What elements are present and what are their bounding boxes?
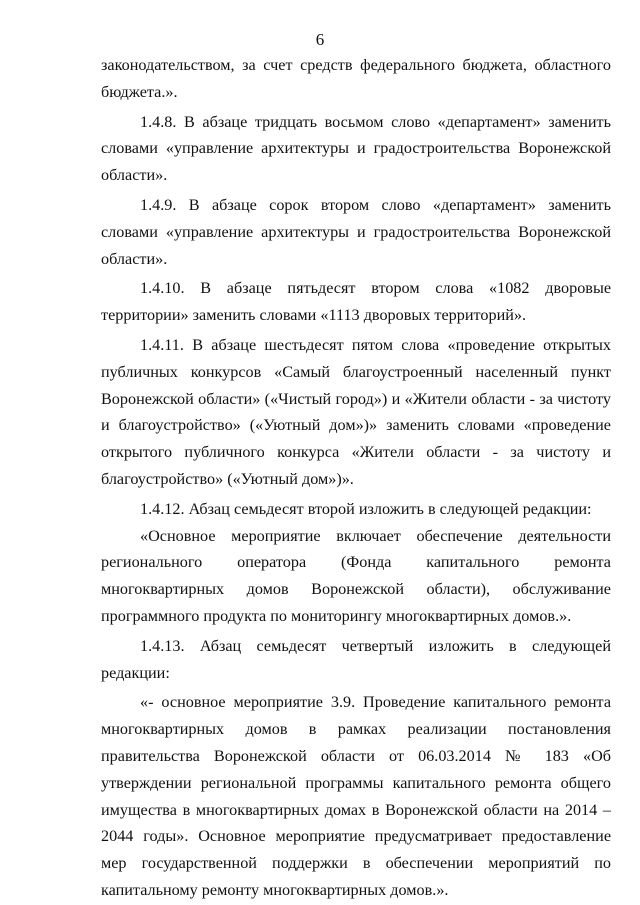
paragraph-continuation: законодательством, за счет средств федерального бюджета, областного бюджета.». <box>101 56 611 101</box>
paragraph-1-4-10: 1.4.10. В абзаце пятьдесят втором слова «1082 дворовые территории» заменить словами «1113 дворовых территорий». <box>101 279 611 325</box>
paragraph-quoted-74: «- основное мероприятие 3.9. Проведение капитального ремонта многоквартирных домов в рамках реализации постановления правительства Воронежской области от 06.03.2014 № 183 «Об утверждении региональной программы капитального ремонта общего имущества в многоквартирных домах в Воронежской области на 2014 – 2044 годы». Основное мероприятие предусматривает предоставление мер государственной поддержки в обеспечении мероприятий по капитальному ремонту многоквартирных домов.». <box>101 693 611 899</box>
paragraph-1-4-11: 1.4.11. В абзаце шестьдесят пятом слова «проведение открытых публичных конкурсов «Самый благоустроенный населенный пункт Воронежской области» («Чистый город») и «Жители области - за чистоту и благоустройство» («Уютный дом»)» заменить словами «проведение открытого публичного конкурса «Жители области - за чистоту и благоустройство» («Уютный дом»)». <box>101 335 611 488</box>
paragraph-1-4-13: 1.4.13. Абзац семьдесят четвертый изложить в следующей редакции: <box>101 636 611 682</box>
paragraph-1-4-8: 1.4.8. В абзаце тридцать восьмом слово «департамент» заменить словами «управление архитектуры и градостроительства Воронежской области». <box>101 112 611 185</box>
paragraph-1-4-9: 1.4.9. В абзаце сорок втором слово «департамент» заменить словами «управление архитектуры и градостроительства Воронежской области». <box>101 195 611 268</box>
page-number: 6 <box>315 30 325 49</box>
paragraph-quoted-72: «Основное мероприятие включает обеспечение деятельности регионального оператора (Фонда капитального ремонта многоквартирных домов Воронежской области), обслуживание программного продукта по мониторингу многоквартирных домов.». <box>101 526 611 625</box>
document-body <box>101 52 611 904</box>
paragraph-1-4-12: 1.4.12. Абзац семьдесят второй изложить в следующей редакции: <box>140 499 592 518</box>
